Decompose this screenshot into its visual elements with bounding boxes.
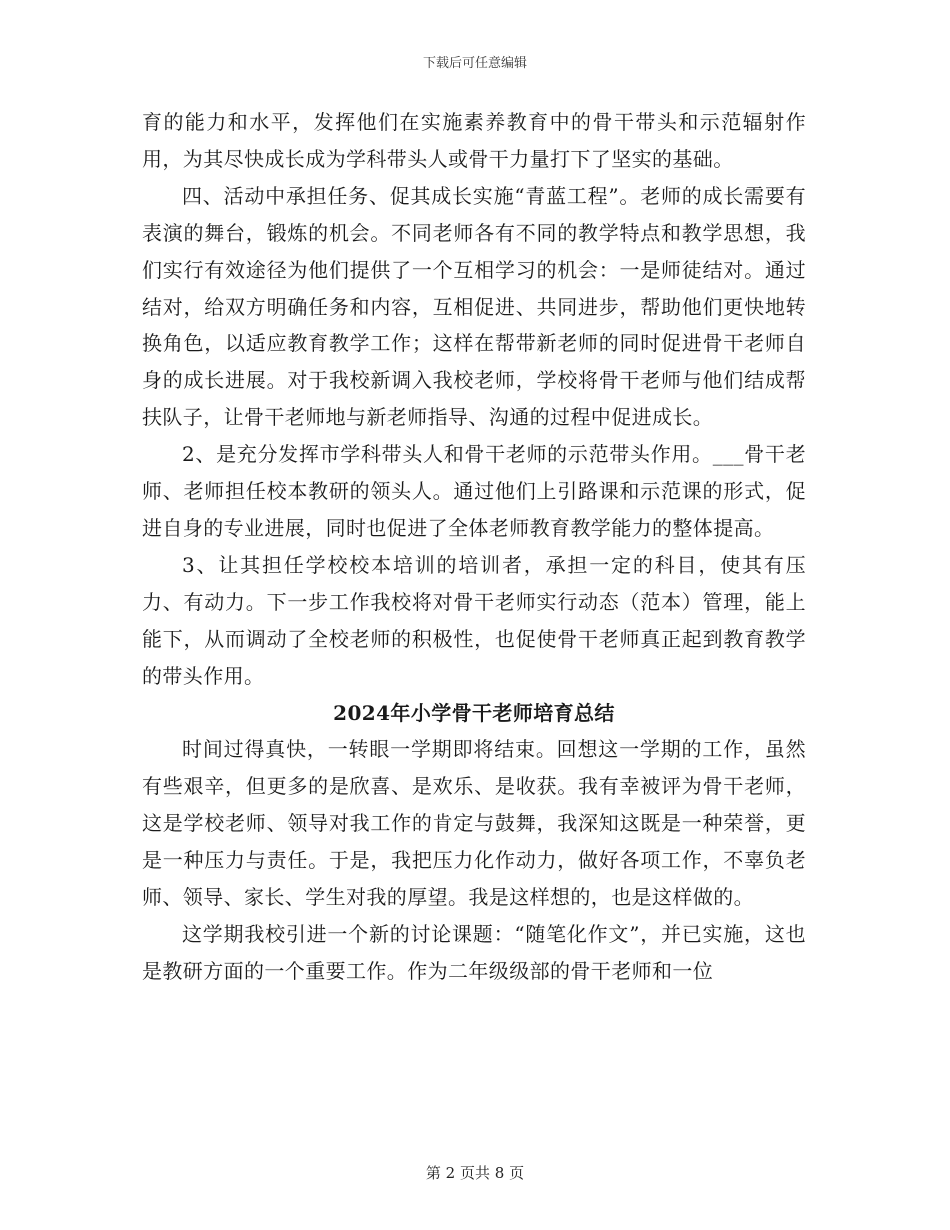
document-body bbox=[142, 104, 806, 990]
paragraph-2: 四、活动中承担任务、促其成长实施“青蓝工程”。老师的成长需要有表演的舞台，锻炼的机会。不同老师各有不同的教学特点和教学思想，我们实行有效途径为他们提供了一个互相学习的机会：一是师徒结对。通过结对，给双方明确任务和内容，互相促进、共同进步，帮助他们更快地转换角色，以适应教育教学工作；这样在帮带新老师的同时促进骨干老师自身的成长进展。对于我校新调入我校老师，学校将骨干老师与他们结成帮扶队子，让骨干老师地与新老师指导、沟通的过程中促进成长。 bbox=[142, 183, 806, 430]
page-header-note: 下载后可任意编辑 bbox=[422, 56, 527, 71]
paragraph-6: 这学期我校引进一个新的讨论课题：“随笔化作文”，并已实施，这也是教研方面的一个重要工作。作为二年级级部的骨干老师和一位 bbox=[142, 921, 806, 983]
paragraph-5: 时间过得真快，一转眼一学期即将结束。回想这一学期的工作，虽然有些艰辛，但更多的是欣喜、是欢乐、是收获。我有幸被评为骨干老师，这是学校老师、领导对我工作的肯定与鼓舞，我深知这既是一种荣誉，更是一种压力与责任。于是，我把压力化作动力，做好各项工作，不辜负老师、领导、家长、学生对我的厚望。我是这样想的，也是这样做的。 bbox=[142, 737, 806, 910]
paragraph-4: 3、让其担任学校校本培训的培训者，承担一定的科目，使其有压力、有动力。下一步工作我校将对骨干老师实行动态（范本）管理，能上能下，从而调动了全校老师的积极性，也促使骨干老师真正起到教育教学的带头作用。 bbox=[142, 552, 806, 688]
section-title: 2024年小学骨干老师培育总结 bbox=[333, 700, 615, 725]
paragraph-3: 2、是充分发挥市学科带头人和骨干老师的示范带头作用。___骨干老师、老师担任校本教研的领头人。通过他们上引路课和示范课的形式，促进自身的专业进展，同时也促进了全体老师教育教学能力的整体提高。 bbox=[142, 442, 806, 540]
page-number: 第 2 页共 8 页 bbox=[425, 1164, 525, 1182]
paragraph-1: 育的能力和水平，发挥他们在实施素养教育中的骨干带头和示范辐射作用，为其尽快成长成为学科带头人或骨干力量打下了坚实的基础。 bbox=[142, 110, 806, 171]
